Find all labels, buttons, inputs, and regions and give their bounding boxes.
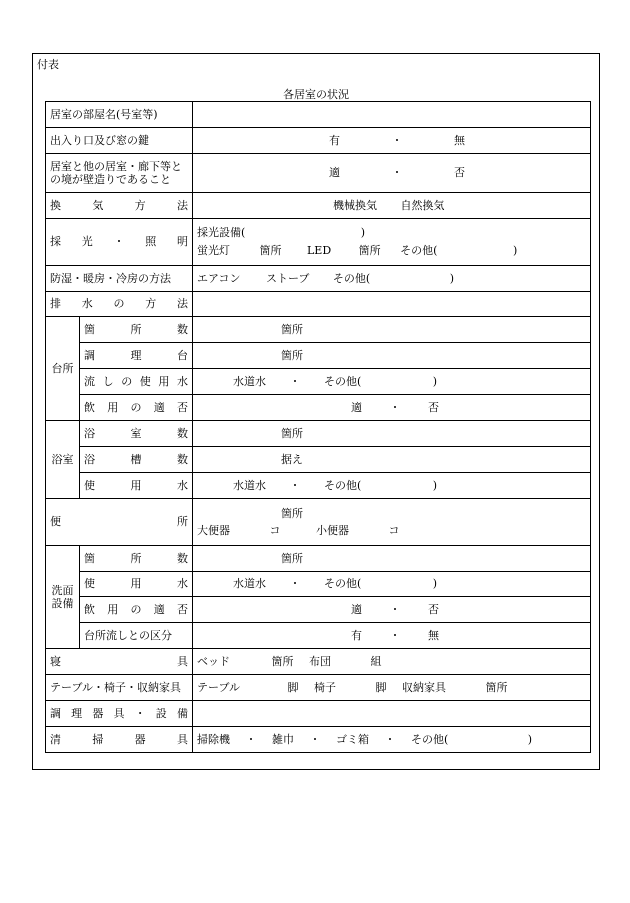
bath-rooms-label: 浴 室 数: [80, 421, 193, 447]
row-kitchen-drinking: [46, 395, 591, 421]
lighting-label: 採 光 ・ 照 明: [46, 218, 193, 265]
row-lighting: [46, 218, 591, 265]
washroom-group-label: 洗面設備: [46, 545, 80, 649]
row-bath-rooms: [46, 421, 591, 447]
row-room-name: [46, 102, 591, 128]
kitchen-stove-value[interactable]: 箇所: [193, 343, 591, 369]
wash-water-label: 使 用 水: [80, 571, 193, 597]
toilet-label: 便 所: [46, 498, 193, 545]
climate-value[interactable]: エアコン ストーブ その他( ): [193, 265, 591, 291]
ventilation-value[interactable]: 機械換気 自然換気: [193, 192, 591, 218]
row-cleaning: [46, 726, 591, 752]
row-entrance-key: [46, 127, 591, 153]
lighting-value[interactable]: 採光設備( ) 蛍光灯 箇所 LED 箇所 その他( ): [193, 218, 591, 265]
bath-rooms-value[interactable]: 箇所: [193, 421, 591, 447]
row-furniture: [46, 675, 591, 701]
form-title: 各居室の状況: [283, 88, 349, 101]
kitchen-drinking-value[interactable]: 適 ・ 否: [193, 395, 591, 421]
wash-separation-label: 台所流しとの区分: [80, 623, 193, 649]
appendix-label: 付表: [37, 58, 59, 71]
kitchen-water-label: 流 し の 使 用 水: [80, 369, 193, 395]
row-wash-separation: [46, 623, 591, 649]
kitchen-count-value[interactable]: 箇所: [193, 317, 591, 343]
row-bath-water: [46, 472, 591, 498]
bedding-label: 寝 具: [46, 649, 193, 675]
row-wash-count: [46, 545, 591, 571]
furniture-value[interactable]: テーブル 脚 椅子 脚 収納家具 箇所: [193, 675, 591, 701]
wash-separation-value[interactable]: 有 ・ 無: [193, 623, 591, 649]
kitchen-water-value[interactable]: 水道水 ・ その他( ): [193, 369, 591, 395]
cleaning-label: 清 掃 器 具: [46, 726, 193, 752]
wash-count-label: 箇 所 数: [80, 545, 193, 571]
bath-tubs-label: 浴 槽 数: [80, 446, 193, 472]
form-frame: [32, 53, 600, 770]
wash-drinking-label: 飲 用 の 適 否: [80, 597, 193, 623]
bedding-value[interactable]: ベッド 箇所 布団 組: [193, 649, 591, 675]
row-kitchen-count: [46, 317, 591, 343]
bath-group-label: 浴室: [46, 421, 80, 499]
entrance-key-label: 出入り口及び窓の鍵: [46, 127, 193, 153]
row-ventilation: [46, 192, 591, 218]
ventilation-label: 換 気 方 法: [46, 192, 193, 218]
wash-water-value[interactable]: 水道水 ・ その他( ): [193, 571, 591, 597]
climate-label: 防湿・暖房・冷房の方法: [46, 265, 193, 291]
room-name-label: 居室の部屋名(号室等): [46, 102, 193, 128]
wash-drinking-value[interactable]: 適 ・ 否: [193, 597, 591, 623]
row-wash-drinking: [46, 597, 591, 623]
drainage-value[interactable]: [193, 291, 591, 317]
bath-water-value[interactable]: 水道水 ・ その他( ): [193, 472, 591, 498]
kitchen-count-label: 箇 所 数: [80, 317, 193, 343]
kitchen-drinking-label: 飲 用 の 適 否: [80, 395, 193, 421]
bath-tubs-value[interactable]: 据え: [193, 446, 591, 472]
partition-value[interactable]: 適 ・ 否: [193, 153, 591, 192]
row-kitchen-water: [46, 369, 591, 395]
partition-label: 居室と他の居室・廊下等との境が壁造りであること: [46, 153, 193, 192]
toilet-value[interactable]: 箇所 大便器 コ 小便器 コ: [193, 498, 591, 545]
entrance-key-value[interactable]: 有 ・ 無: [193, 127, 591, 153]
bath-water-label: 使 用 水: [80, 472, 193, 498]
kitchen-group-label: 台所: [46, 317, 80, 421]
row-partition: [46, 153, 591, 192]
row-toilet: [46, 498, 591, 545]
row-wash-water: [46, 571, 591, 597]
drainage-label: 排 水 の 方 法: [46, 291, 193, 317]
wash-count-value[interactable]: 箇所: [193, 545, 591, 571]
row-cooking: [46, 701, 591, 727]
cooking-value[interactable]: [193, 701, 591, 727]
row-drainage: [46, 291, 591, 317]
furniture-label: テーブル・椅子・収納家具: [46, 675, 193, 701]
cleaning-value[interactable]: 掃除機 ・ 雑巾 ・ ゴミ箱 ・ その他( ): [193, 726, 591, 752]
room-condition-table: [45, 101, 591, 753]
cooking-label: 調 理 器 具 ・ 設 備: [46, 701, 193, 727]
row-bedding: [46, 649, 591, 675]
kitchen-stove-label: 調 理 台: [80, 343, 193, 369]
row-kitchen-stove: [46, 343, 591, 369]
row-bath-tubs: [46, 446, 591, 472]
row-climate: [46, 265, 591, 291]
room-name-value[interactable]: [193, 102, 591, 128]
